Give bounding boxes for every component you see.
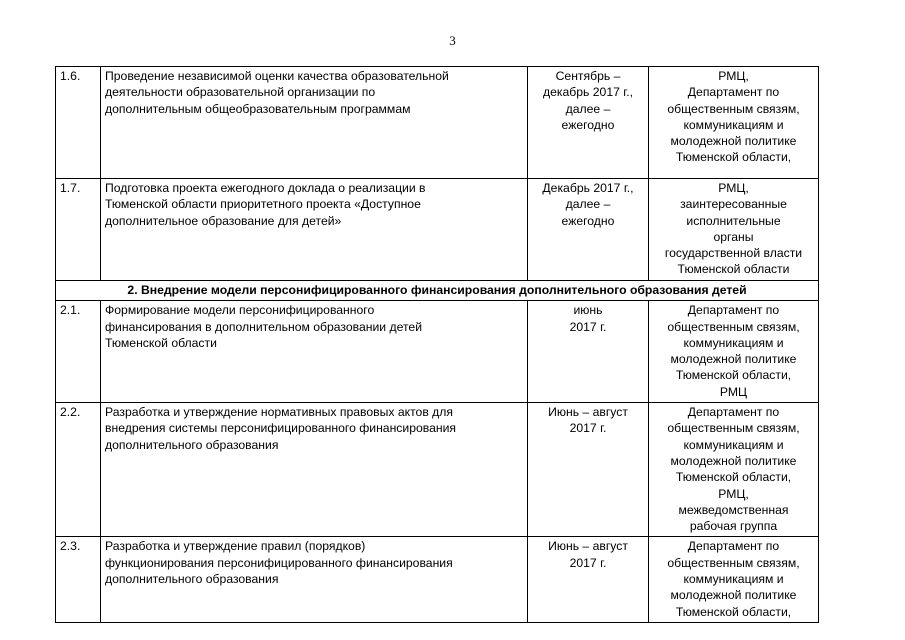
item-description: Разработка и утверждение нормативных правовых актов для внедрения системы персонифицированного финансирования дополнительного образования: [101, 403, 528, 537]
item-number: 1.7.: [56, 179, 101, 281]
item-description: Разработка и утверждение правил (порядков) функционирования персонифицированного финансирования дополнительного образования: [101, 537, 528, 622]
table-row: [56, 179, 819, 281]
item-deadline: июнь 2017 г.: [528, 301, 649, 403]
item-deadline: Декабрь 2017 г., далее – ежегодно: [528, 179, 649, 281]
table-row: [56, 67, 819, 179]
plan-table: [55, 66, 819, 623]
section-title: 2. Внедрение модели персонифицированного финансирования дополнительного образования детей: [56, 281, 819, 301]
table-row: [56, 403, 819, 537]
item-description: Проведение независимой оценки качества образовательной деятельности образовательной организации по дополнительным общеобразовательным программам: [101, 67, 528, 179]
item-deadline: Сентябрь – декабрь 2017 г., далее – ежегодно: [528, 67, 649, 179]
table-row: [56, 301, 819, 403]
item-responsible: РМЦ, Департамент по общественным связям, коммуникациям и молодежной политике Тюменской области,: [649, 67, 819, 179]
item-number: 2.3.: [56, 537, 101, 622]
item-description: Подготовка проекта ежегодного доклада о реализации в Тюменской области приоритетного проекта «Доступное дополнительное образование для детей»: [101, 179, 528, 281]
item-deadline: Июнь – август 2017 г.: [528, 537, 649, 622]
section-row: [56, 281, 819, 301]
item-responsible: Департамент по общественным связям, коммуникациям и молодежной политике Тюменской области, РМЦ, межведомственная рабочая группа: [649, 403, 819, 537]
item-responsible: Департамент по общественным связям, коммуникациям и молодежной политике Тюменской области, РМЦ: [649, 301, 819, 403]
table-row: [56, 537, 819, 622]
item-responsible: Департамент по общественным связям, коммуникациям и молодежной политике Тюменской области,: [649, 537, 819, 622]
item-number: 2.1.: [56, 301, 101, 403]
item-number: 1.6.: [56, 67, 101, 179]
page-number: 3: [449, 33, 456, 48]
item-deadline: Июнь – август 2017 г.: [528, 403, 649, 537]
item-description: Формирование модели персонифицированного финансирования в дополнительном образовании детей Тюменской области: [101, 301, 528, 403]
item-number: 2.2.: [56, 403, 101, 537]
item-responsible: РМЦ, заинтересованные исполнительные органы государственной власти Тюменской области: [649, 179, 819, 281]
